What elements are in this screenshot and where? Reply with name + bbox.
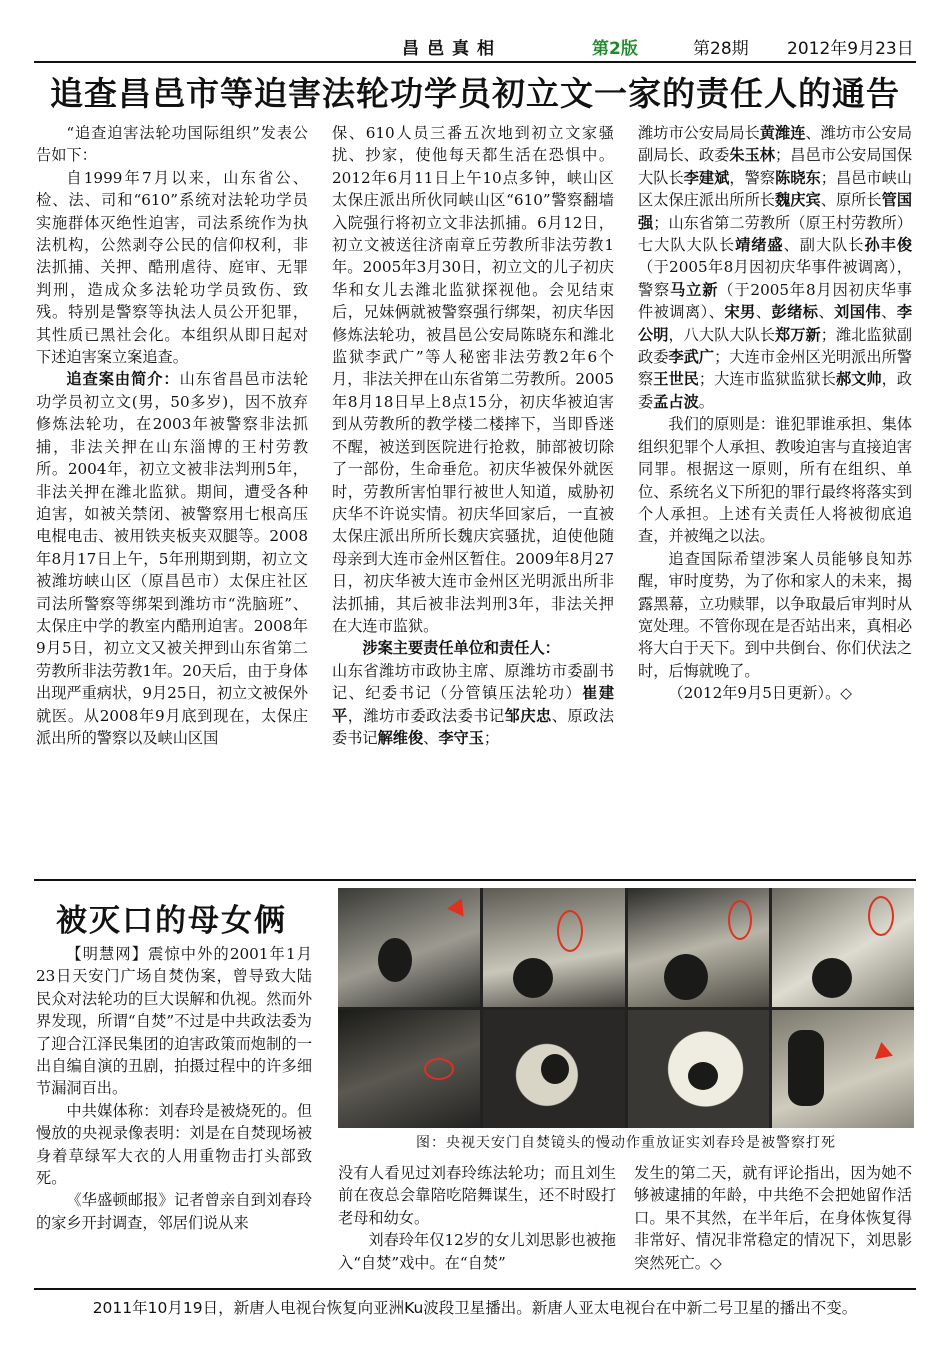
masthead [0,34,950,60]
issue-number: 第28期 [693,39,749,59]
footer-rule [34,1288,916,1290]
paragraph: 追查国际希望涉案人员能够良知苏醒，审时度势，为了你和家人的未来，揭露黑幕，立功赎罪，以争取最后审判时从宽处理。不管你现在是否站出来，真相必将大白于天下。到中共倒台、你们伏法之时，后悔就晚了。 [638,549,912,680]
person-name: 李公明 [638,303,913,344]
article-column-2 [332,122,614,749]
person-name: 孟占波 [653,392,699,411]
figure-silhouette [513,958,553,998]
figure-silhouette [664,954,708,1000]
paragraph: 潍坊市公安局局长黄潍连、潍坊市公安局副局长、政委朱玉林；昌邑市公安局国保大队长李建斌，警察陈晓东；昌邑市峡山区太保庄派出所所长魏庆宾、原所长管国强；山东省第二劳教所（原王村劳教所）七大队大队长靖绪盛、副大队长孙丰俊（于2005年8月因初庆华事件被调离），警察马立新（于2005年8月因初庆华事件被调离）、宋男、彭绪标、刘国伟、李公明，八大队大队长郑万新；潍北监狱副政委李武广；大连市金州区光明派出所警察王世民；大连市监狱监狱长郝文帅，政委孟占波。 [638,124,913,411]
person-name: 郑万新 [775,325,821,344]
person-name: 马立新 [670,280,719,299]
red-circle-marker-icon [728,900,752,940]
photo-frame [772,1010,914,1129]
article-headline: 追查昌邑市等迫害法轮功学员初立文一家的责任人的通告 [50,74,900,113]
section-heading: 涉案主要责任单位和责任人： [362,639,560,658]
person-name: 刘国伟 [834,303,882,322]
person-name: 邹庆忠 [504,706,552,725]
person-name: 李建斌 [683,168,730,187]
red-circle-marker-icon [868,896,894,936]
article-column-1 [36,122,308,749]
red-circle-marker-icon [557,910,583,952]
figure-silhouette [688,1062,718,1090]
person-name: 魏庆宾 [775,191,821,210]
article-column-2 [338,1162,616,1274]
photo-frame [483,888,625,1007]
person-name: 靖绪盛 [735,236,784,255]
paragraph: 追查案由简介：山东省昌邑市法轮功学员初立文(男，50多岁)，因不放弃修炼法轮功，在2003年被警察非法抓捕，非法关押在山东淄博的王村劳教所。2004年，初立文被非法判刑5年，非法关押在潍北监狱。期间，遭受各种迫害，如被关禁闭、被警察用七根高压电棍电击、被用铁夹板夹双腿等。2008年8月17日上午，5年刑期到期，初立文被潍坊峡山区（原昌邑市）太保庄社区司法所警察等绑架到潍坊市“洗脑班”、太保庄中学的教室内酷刑迫害。2008年9月5日，初立文又被关押到山东省第二劳教所非法劳教1年。20天后，由于身体出现严重病状，9月25日，初立文被保外就医。从2008年9月底到现在，太保庄派出所的警察以及峡山区国 [36,370,309,747]
photo-frame [628,1010,770,1129]
person-name: 彭绪标 [771,303,819,322]
article-headline: 被灭口的母女俩 [56,903,287,939]
photo-frame [483,1010,625,1129]
section-divider [34,879,916,881]
red-arrow-icon [447,898,471,921]
paragraph: 山东省潍坊市政协主席、原潍坊市委副书记、纪委书记（分管镇压法轮功）崔建平，潍坊市委政法委书记邹庆忠、原政法委书记解维俊、李守玉； [332,661,615,747]
person-name: 宋男 [724,303,756,322]
person-name: 陈晓东 [775,168,821,187]
photo-frame [338,888,480,1007]
issue-date: 2012年9月23日 [787,39,914,59]
person-name: 郝文帅 [835,370,882,389]
paragraph: 《华盛顿邮报》记者曾亲自到刘春玲的家乡开封调查，邻居们说从来 [36,1191,312,1232]
photo-frame [628,888,770,1007]
paragraph: 自1999年7月以来，山东省公、检、法、司和“610”系统对法轮功学员实施群体灭绝性迫害，司法系统作为执法机构，公然剥夺公民的信仰权利，非法抓捕、关押、酷刑虐待、庭审、无罪判刑，造成众多法轮功学员致伤、致残。特别是警察等执法人员公开犯罪，其性质已黑社会化。本组织从即日起对下述迫害案立案追查。 [36,168,308,367]
person-name: 李武广 [668,348,715,367]
photo-caption: 图：央视天安门自焚镜头的慢动作重放证实刘春玲是被警察打死 [416,1135,836,1151]
paragraph: 【明慧网】震惊中外的2001年1月23日天安门广场自焚伪案，曾导致大陆民众对法轮功的巨大误解和仇视。然而外界发现，所谓“自焚”不过是中共政法委为了迎合江泽民集团的迫害政策而炮制的一出自编自演的丑剧，拍摄过程中的许多细节漏洞百出。 [36,945,312,1098]
person-name: 王世民 [653,370,699,389]
footer-notice: 2011年10月19日，新唐人电视台恢复向亚洲Ku波段卫星播出。新唐人亚太电视台在中新二号卫星的播出不变。 [92,1299,858,1317]
paragraph: 发生的第二天，就有评论指出，因为她不够被逮捕的年龄，中共绝不会把她留作活口。果不其然，在半年后，在身体恢复得非常好、情况非常稳定的情况下，刘思影突然死亡。◇ [634,1164,912,1272]
paragraph: “追查迫害法轮功国际组织”发表公告如下： [36,124,308,165]
section-label: 追查案由简介： [66,370,180,389]
person-name: 崔建平 [332,684,615,725]
person-name: 朱玉林 [729,146,776,165]
person-name: 孙丰俊 [864,236,913,255]
person-name: 黄潍连 [759,124,806,142]
paper-name: 昌邑真相 [402,39,502,59]
photo-frame [772,888,914,1007]
person-name: 李守玉 [438,728,484,747]
red-circle-marker-icon [424,1058,454,1080]
paragraph: 中共媒体称：刘春玲是被烧死的。但慢放的央视录像表明：刘是在自焚现场被身着草绿军大衣的人用重物击打头部致死。 [36,1101,312,1188]
article-column-3 [634,1162,912,1274]
red-arrow-icon [869,1041,893,1065]
person-name: 解维俊 [377,728,424,747]
paragraph: 没有人看见过刘春玲练法轮功；而且刘生前在夜总会靠陪吃陪舞谋生，还不时殴打老母和幼女。 [338,1164,616,1227]
figure-silhouette [378,938,412,982]
paragraph: 保、610人员三番五次地到初立文家骚扰、抄家，使他每天都生活在恐惧中。2012年6月11日上午10点多钟，峡山区太保庄派出所伙同峡山区“610”警察翻墙入院强行将初立文非法抓捕。6月12日，初立文被送往济南章丘劳教所非法劳教1年。2005年3月30日，初立文的儿子初庆华和女儿去潍北监狱探视他。会见结束后，兄妹俩就被警察强行绑架，初庆华因修炼法轮功，被昌邑公安局陈晓东和潍北监狱李武广”等人秘密非法劳教2年6个月，非法关押在山东省第二劳教所。2005年8月18日早上8点15分，初庆华被迫害到从劳教所的教学楼二楼摔下，当即昏迷不醒，被送到医院进行抢救，肺部被切除了一部份，生命垂危。初庆华被保外就医时，劳教所害怕罪行被世人知道，威胁初庆华不许说实情。初庆华回家后，一直被太保庄派出所所长魏庆宾骚扰，迫使他随母亲到大连市金州区暂住。2009年8月27日，初庆华被大连市金州区光明派出所非法抓捕，其后被非法判刑3年，非法关押在大连市监狱。 [332,124,614,635]
paragraph: 刘春玲年仅12岁的女儿刘思影也被拖入“自焚”戏中。在“自焚” [338,1231,616,1272]
figure-silhouette [812,958,852,998]
paragraph: 我们的原则是：谁犯罪谁承担、集体组织犯罪个人承担、教唆迫害与直接迫害同罪。根据这一原则，所有在组织、单位、系统名义下所犯的罪行最终将落实到个人承担。上述有关责任人将被彻底追查，并被绳之以法。 [638,415,912,546]
masthead-rule [34,61,916,63]
edition-label: 第2版 [592,39,638,59]
article-column-1 [36,943,312,1234]
article-end-note: （2012年9月5日更新）。◇ [668,684,852,703]
figure-silhouette [788,1030,824,1106]
article-column-3 [638,122,912,705]
photo-frame [338,1010,480,1129]
person-name: 管国强 [638,191,913,232]
figure-silhouette [541,1054,569,1084]
photo-grid [338,888,914,1128]
